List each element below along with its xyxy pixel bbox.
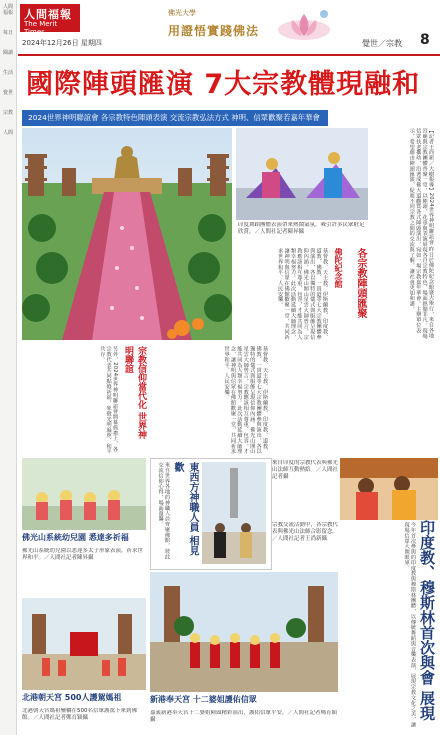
india-delegation-photo bbox=[340, 458, 438, 520]
middle-column-text: 基督教、天主教、伊斯蘭教、印度教、道教、佛教、一貫道等七大宗教團體參與演出，各以獨特的儀式與服飾呈現信仰內涵。佛光山開山星雲大師曾言，宗教應該相互尊重、包容，才能共同為人類幸福努力。此次活動延續大師理念，讓神明與信眾在佛館歡聚一堂，共同祈求世界和平、人民安樂。 bbox=[223, 346, 268, 454]
beigang-text: 北港朝天宮媽祖鑾轎在500名信眾護駕下來到佛館。／人間社記者鄭育穎攝 bbox=[22, 708, 137, 721]
beigang-photo bbox=[22, 598, 146, 690]
sub-article-title: 各宗教陣頭匯聚 bbox=[355, 248, 366, 318]
sub-article-text: 基督教、天主教、伊斯蘭教、印度教、道教、佛教、一貫道等七大宗教團體參與演出，各以獨特的儀式與服飾呈現信仰內涵。佛光山開山星雲大師曾言，宗教應該相互尊重、包容，才能共同為人類幸福努力。此次活動延續大師理念，讓神明與信眾在佛館歡聚一堂，共同祈求世界和平、人民安樂。 bbox=[277, 248, 328, 340]
issue-date: 2024年12月26日 星期四 bbox=[22, 39, 102, 47]
newspaper-logo bbox=[20, 4, 80, 36]
strip-item: 宗教 bbox=[2, 110, 13, 116]
right-headline-text: 今年首次參與的印度教與穆斯林團體，以傳統舞蹈與音樂表演，展現宗教文化之美，讓現場信眾大開眼界。 bbox=[403, 522, 416, 728]
xingang-title: 新港奉天宮 十二婆姐護佑信眾 bbox=[150, 695, 257, 704]
tower-photo-caption: 宗教交流活動中，各宗教代表與佛光山法師合影留念。／人間社記者王尚新攝 bbox=[272, 522, 338, 542]
kindergarten-title: 佛光山系統幼兒園 悉達多祈福 bbox=[22, 533, 129, 542]
main-temple-photo bbox=[22, 128, 232, 340]
right-headline: 印度教、穆斯林首次與會 展現 bbox=[418, 520, 436, 721]
left-column-text: 另外，2024世界神明聯誼會開幕典禮上，各宗教代表共同點燈祈福，象徵光明遍照、和平共存。 bbox=[99, 346, 118, 454]
stage-performance-photo bbox=[236, 128, 368, 220]
strip-item: 人間福報 bbox=[2, 4, 13, 16]
column-tag: 佛光大學 bbox=[168, 9, 196, 17]
headline: 國際陣頭匯演 7大宗教體現融和 bbox=[26, 69, 421, 100]
strip-item: 每日 bbox=[2, 30, 13, 36]
logo-english: The Merit Times bbox=[24, 20, 58, 36]
strip-item: 覺世 bbox=[2, 90, 13, 96]
strip-item: 生活 bbox=[2, 70, 13, 76]
mid-article-text: 來自世界各地的神職人員齊聚佛館，彼此交流信仰心得，場面溫馨。 bbox=[157, 462, 170, 560]
xingang-photo bbox=[150, 572, 338, 692]
mid-article-title: 東西方神職人員 相見歡 bbox=[172, 462, 198, 556]
india-photo-caption: 來自印度的宗教代表與佛光山法師互動熱絡。／人間社記者攝 bbox=[272, 460, 338, 480]
lotus-decoration-icon bbox=[272, 4, 336, 44]
beigang-title: 北港朝天宮 500人護駕媽祖 bbox=[22, 693, 122, 702]
xingang-text: 嘉義新港奉天宮十二婆姐陣頭精彩演出，護佑信眾平安。／人間社記者鄭育穎攝 bbox=[150, 710, 338, 723]
kindergarten-text: 佛光山系統幼兒園以悉達多太子形象表演，祈求世界和平。／人間社記者陳昇攝 bbox=[22, 548, 144, 561]
headline-block bbox=[22, 60, 432, 108]
stage-photo-caption: 印度舞蹈團體表演帶來熱鬧氣氛，吸引許多民眾駐足欣賞。／人間社記者陳昇攝 bbox=[238, 222, 365, 235]
header-divider bbox=[18, 54, 440, 56]
page-number: 8 bbox=[420, 32, 430, 48]
logo-chinese: 人間福報 bbox=[24, 8, 72, 21]
clergy-photo bbox=[202, 462, 266, 564]
strip-item: 人間 bbox=[2, 130, 13, 136]
kindergarten-photo bbox=[22, 458, 146, 530]
main-article-text: 【記者王尚新／大樹報導】2024世界神明聯誼會 昨日於佛陀紀念館盛大舉行，來自各地宮廟與宗教團體齊聚一堂，以陣頭、花車與表演展現各自宗教特色，場面熱鬧非凡。現場信眾扶老攜幼，沿著成佛大道觀賞各式陣頭演出，宛如一場宗教嘉年華會。主辦單位表示，希望藉由陣頭匯演，促進不同宗教之間的交流與了解，讓社會更加和諧。 bbox=[408, 128, 434, 339]
subheadline: 2024世界神明聯誼會 各宗教特色陣頭表演 交流宗教弘法方式 神明、信眾歡聚若嘉年華會 bbox=[22, 110, 328, 126]
strip-item: 閱讀 bbox=[2, 50, 13, 56]
left-section-strip bbox=[0, 0, 17, 735]
section-name: 覺世／宗教 bbox=[362, 39, 402, 48]
box-title: 宗教信仰當代化 世界神明聯誼 bbox=[123, 346, 146, 440]
sub-article-title-2: 佛陀紀念館 bbox=[334, 248, 343, 288]
column-title: 用證悟實踐佛法 bbox=[168, 24, 260, 38]
